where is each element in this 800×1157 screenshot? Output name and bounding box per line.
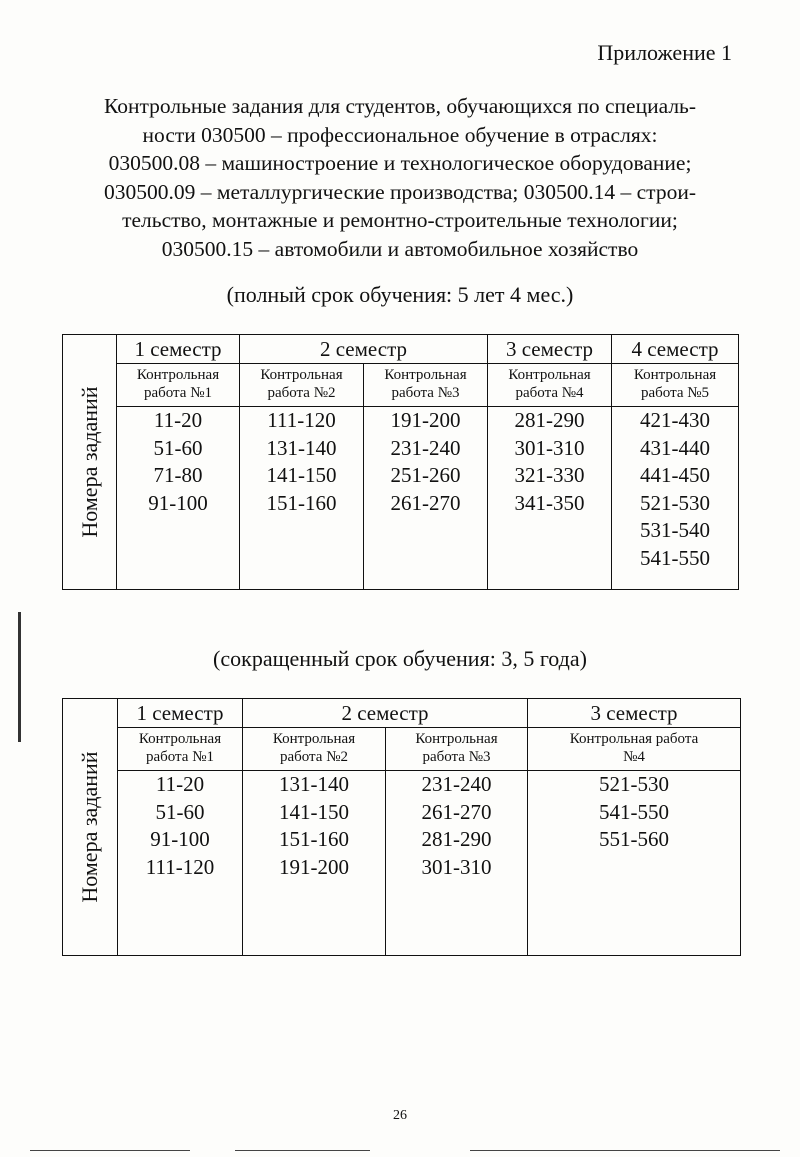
task-range: 261-270 — [390, 490, 461, 515]
task-range: 231-240 — [390, 435, 461, 460]
task-range: 11-20 — [153, 408, 203, 432]
scan-rule — [235, 1150, 370, 1151]
scan-rule — [30, 1150, 190, 1151]
work-header — [528, 728, 741, 771]
task-range: 111-120 — [267, 408, 336, 432]
work-header — [488, 364, 612, 407]
task-numbers-cell — [528, 771, 741, 956]
title-line: ности 030500 – профессиональное обучение в отраслях: — [142, 122, 658, 147]
semester-header: 4 семестр — [612, 335, 739, 364]
scan-mark — [18, 612, 21, 742]
work-header — [364, 364, 488, 407]
work-header — [240, 364, 364, 407]
work-header — [118, 728, 243, 771]
task-range: 141-150 — [279, 799, 349, 824]
semester-header: 2 семестр — [240, 335, 488, 364]
work-header — [612, 364, 739, 407]
task-range: 131-140 — [279, 772, 349, 796]
task-range: 341-350 — [514, 490, 585, 515]
work-label: Контрольная — [138, 731, 222, 747]
full-term-table — [62, 334, 739, 590]
work-number: работа №3 — [391, 385, 460, 401]
page-number: 26 — [393, 1108, 407, 1123]
title-line: тельство, монтажные и ремонтно-строительные технологии; — [122, 208, 678, 232]
task-numbers-cell — [488, 407, 612, 590]
semester-header: 1 семестр — [118, 699, 243, 728]
title-line: 030500.09 – металлургические производства; 030500.14 – строи- — [103, 179, 697, 204]
semester-header: 3 семестр — [488, 335, 612, 364]
task-range: 541-550 — [599, 799, 670, 824]
task-numbers-cell — [386, 771, 528, 956]
task-range: 301-310 — [421, 854, 492, 879]
task-numbers-cell — [612, 407, 739, 590]
task-range: 151-160 — [266, 490, 337, 515]
task-range: 421-430 — [640, 408, 711, 432]
work-number: работа №2 — [279, 749, 349, 765]
task-range: 51-60 — [155, 799, 205, 824]
semester-header: 1 семестр — [117, 335, 240, 364]
work-number: работа №1 — [145, 749, 215, 765]
task-numbers-cell — [364, 407, 488, 590]
work-number: работа №3 — [422, 749, 491, 765]
task-range: 141-150 — [266, 463, 337, 487]
work-label: Контрольная — [415, 731, 498, 747]
row-label-cell — [63, 335, 117, 590]
task-range: 131-140 — [266, 435, 337, 460]
task-range: 111-120 — [145, 854, 215, 879]
work-label: Контрольная — [384, 367, 467, 383]
task-range: 91-100 — [148, 490, 208, 515]
row-label: Номера заданий — [76, 386, 102, 538]
work-header — [243, 728, 386, 771]
full-term-caption: (полный срок обучения: 5 лет 4 мес.) — [226, 282, 574, 307]
task-numbers-cell — [118, 771, 243, 956]
task-range: 531-540 — [640, 518, 711, 542]
task-numbers-cell — [240, 407, 364, 590]
task-range: 321-330 — [514, 463, 585, 487]
task-range: 71-80 — [153, 463, 203, 487]
scan-rule — [470, 1150, 780, 1151]
task-range: 51-60 — [153, 435, 203, 460]
title-line: 030500.15 – автомобили и автомобильное хозяйство — [161, 236, 639, 261]
task-numbers-cell — [243, 771, 386, 956]
document-title — [50, 92, 750, 263]
task-range: 521-530 — [640, 490, 711, 515]
work-label: Контрольная — [136, 367, 220, 383]
task-range: 191-200 — [390, 408, 461, 432]
semester-header: 3 семестр — [528, 699, 741, 728]
task-range: 551-560 — [599, 827, 670, 851]
task-range: 151-160 — [279, 827, 349, 851]
task-range: 521-530 — [599, 772, 670, 796]
task-range: 191-200 — [279, 854, 349, 879]
work-label: Контрольная — [508, 367, 591, 383]
task-range: 231-240 — [421, 772, 492, 796]
task-numbers-cell — [117, 407, 240, 590]
work-label: Контрольная — [272, 731, 356, 747]
row-label: Номера заданий — [77, 751, 102, 903]
task-range: 261-270 — [421, 799, 492, 824]
task-range: 281-290 — [514, 408, 585, 432]
task-range: 11-20 — [155, 772, 205, 796]
work-number: работа №2 — [267, 385, 336, 401]
work-header — [117, 364, 240, 407]
title-line: 030500.08 – машиностроение и технологическое оборудование; — [108, 151, 692, 175]
appendix-label: Приложение 1 — [597, 40, 732, 65]
work-label: Контрольная работа — [569, 731, 699, 747]
work-number: работа №5 — [640, 385, 710, 401]
short-term-caption: (сокращенный срок обучения: 3, 5 года) — [213, 646, 587, 671]
work-label: Контрольная — [633, 367, 717, 383]
task-range: 281-290 — [421, 827, 492, 851]
task-range: 441-450 — [640, 463, 711, 487]
short-term-table — [62, 698, 741, 956]
title-line: Контрольные задания для студентов, обучающихся по специаль- — [103, 94, 697, 118]
task-range: 431-440 — [640, 435, 711, 460]
task-range: 301-310 — [514, 435, 585, 460]
work-number: работа №1 — [143, 385, 213, 401]
work-number: работа №4 — [515, 385, 584, 401]
work-header — [386, 728, 528, 771]
task-range: 251-260 — [390, 463, 461, 487]
row-label-cell — [63, 699, 118, 956]
task-range: 91-100 — [150, 827, 210, 851]
work-number: №4 — [623, 749, 645, 765]
task-range: 541-550 — [640, 545, 711, 570]
work-label: Контрольная — [260, 367, 343, 383]
semester-header: 2 семестр — [243, 699, 528, 728]
